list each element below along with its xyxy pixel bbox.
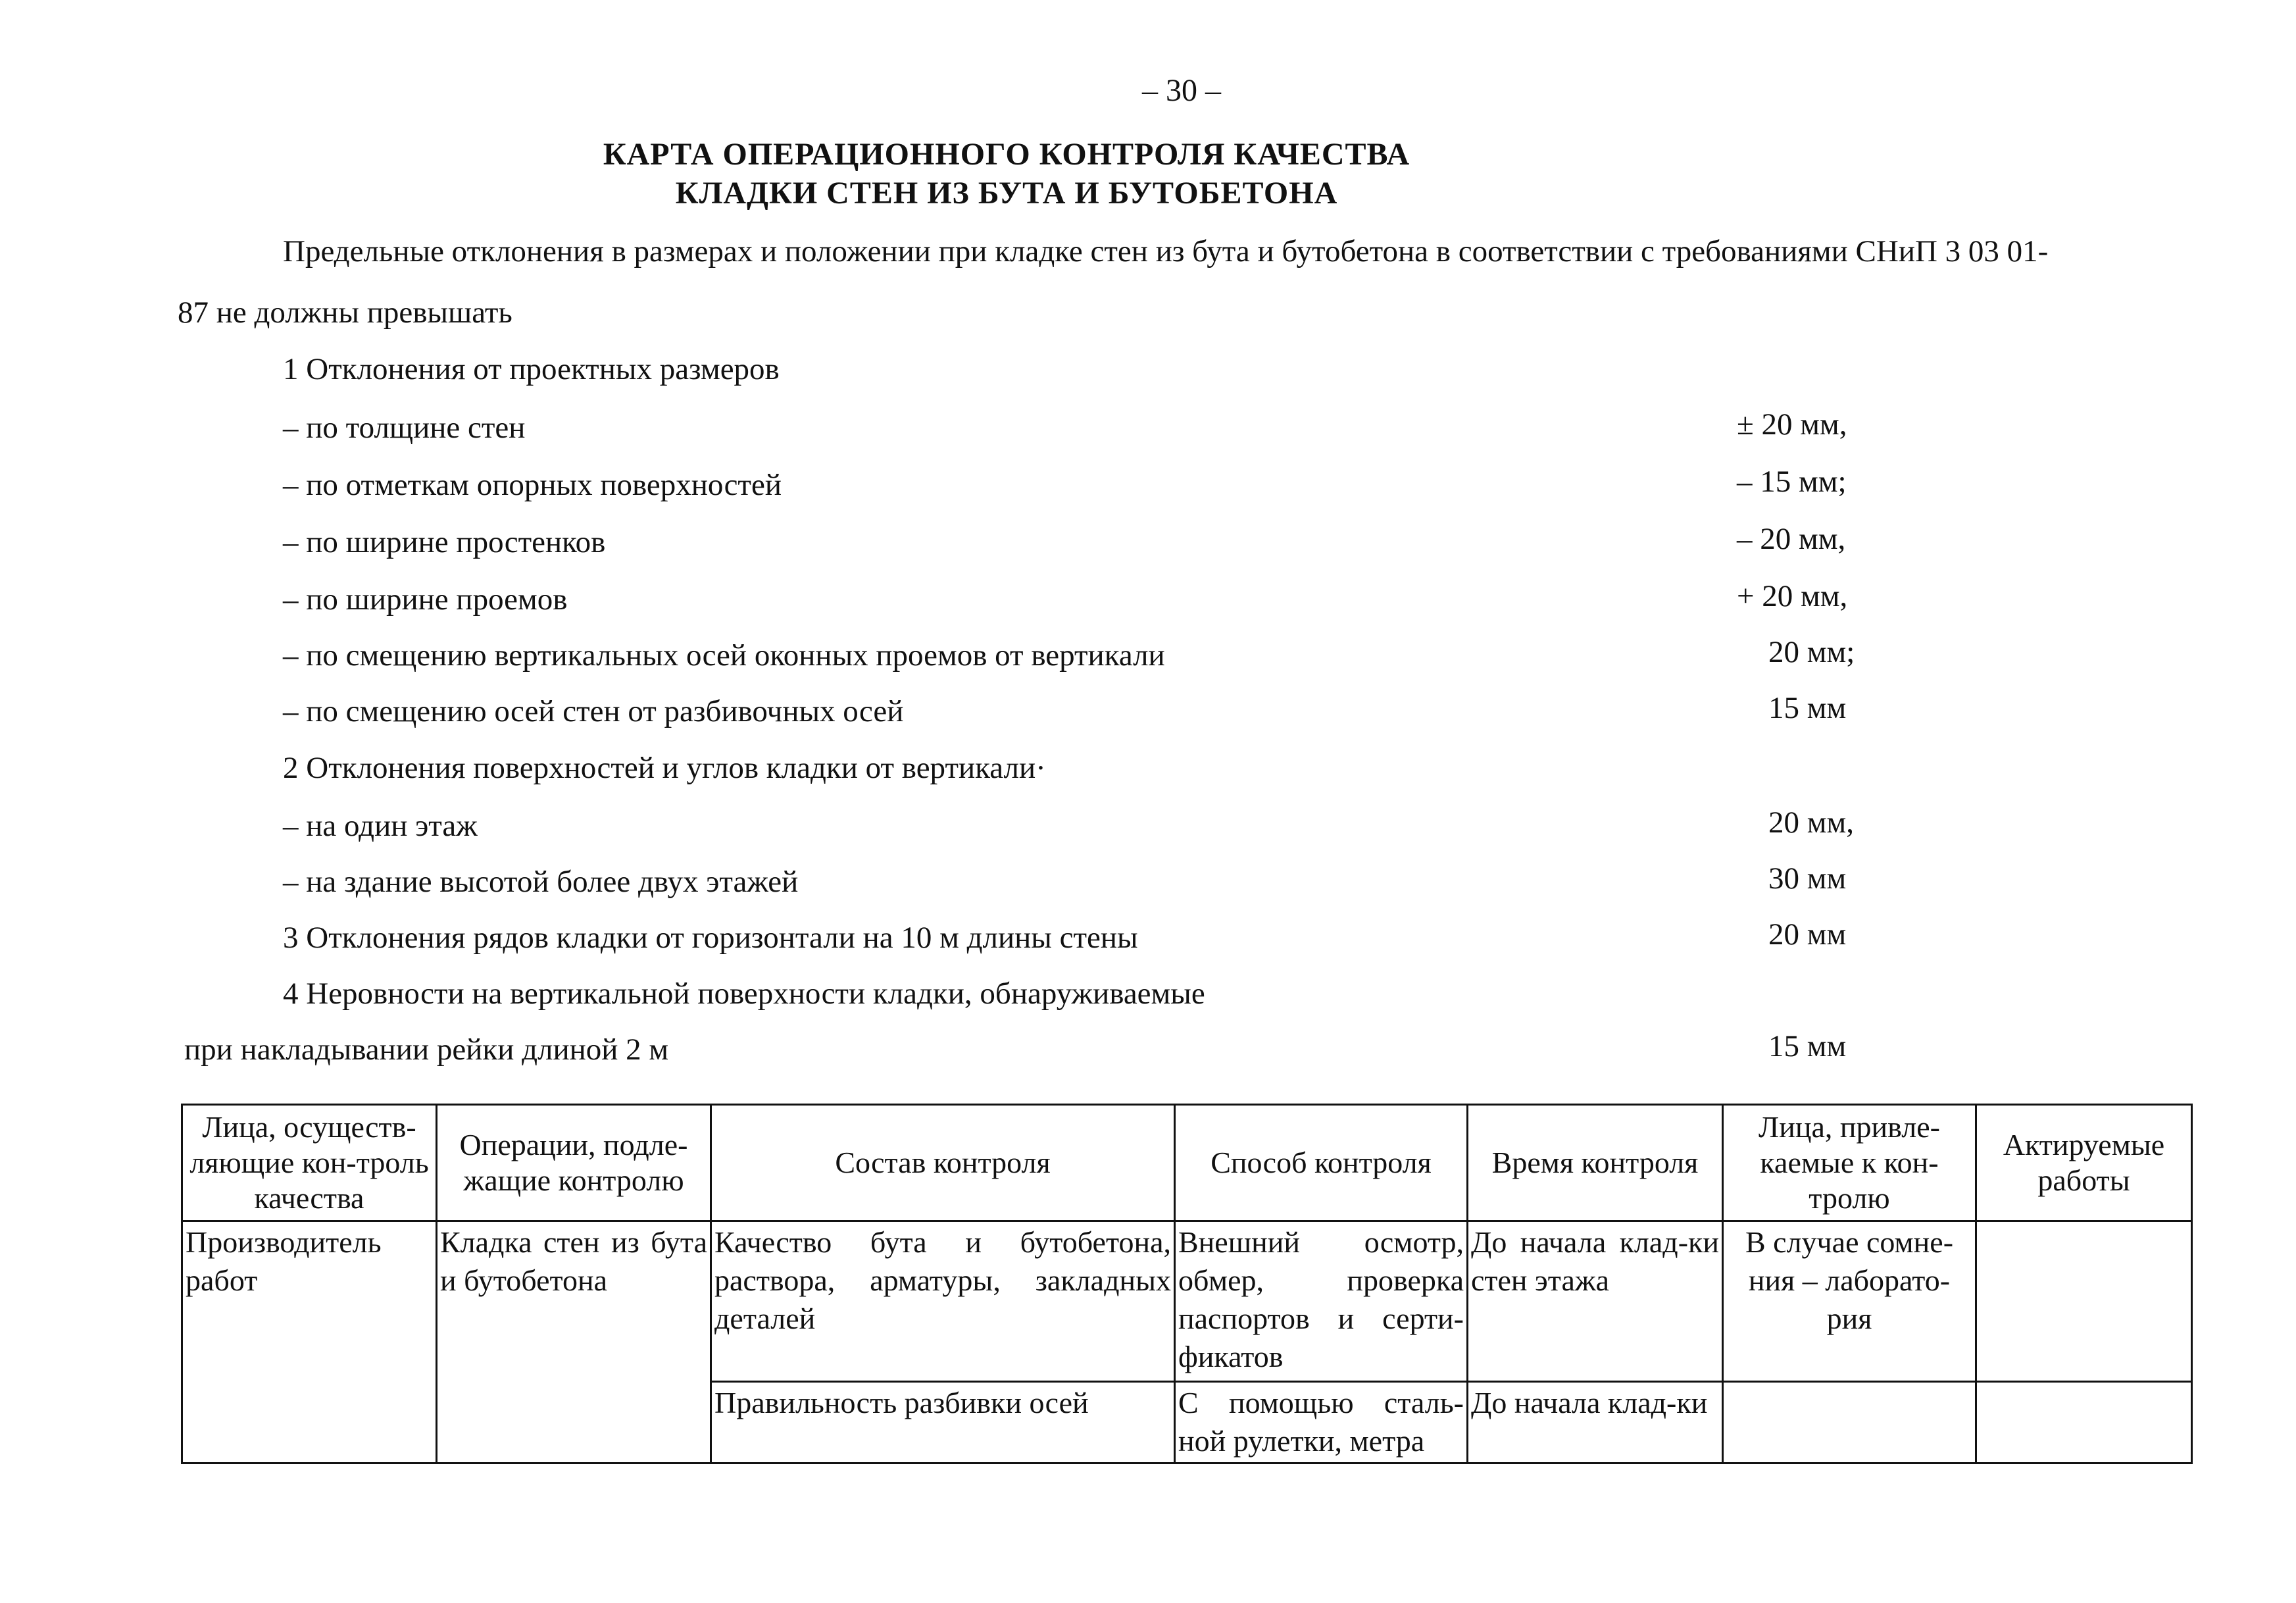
item-pier-width-value: – 20 мм,: [1737, 522, 1846, 556]
item-wall-axis-shift-label: – по смещению осей стен от разбивочных осей: [283, 694, 904, 728]
cell-time: До начала клад-ки: [1468, 1382, 1723, 1463]
cell-method: Внешний осмотр, обмер, проверка паспортов и серти-фикатов: [1175, 1221, 1468, 1382]
cell-acts: [1976, 1221, 2192, 1382]
item-pier-width-label: – по ширине простенков: [283, 525, 606, 559]
section-2-heading: 2 Отклонения поверхностей и углов кладки от вертикали·: [283, 751, 1046, 785]
intro-line-1: Предельные отклонения в размерах и положении при кладке стен из бута и бутобетона в соответствии с требованиями СНиП 3 03 01-: [283, 234, 2049, 268]
header-method: Способ контроля: [1175, 1105, 1468, 1221]
document-title-line-2: КЛАДКИ СТЕН ИЗ БУТА И БУТОБЕТОНА: [675, 176, 1338, 211]
header-time: Время контроля: [1468, 1105, 1723, 1221]
table-row: [182, 1221, 2192, 1382]
item-opening-width-value: + 20 мм,: [1737, 579, 1848, 613]
header-composition: Состав контроля: [711, 1105, 1175, 1221]
item-opening-width-label: – по ширине проемов: [283, 582, 568, 617]
table-header-row: [182, 1105, 2192, 1221]
cell-involved: В случае сомне-ния – лаборато-рия: [1723, 1221, 1976, 1382]
header-involved: Лица, привле-каемые к кон-тролю: [1723, 1105, 1976, 1221]
header-operations: Операции, подле-жащие контролю: [437, 1105, 711, 1221]
quality-control-table: [181, 1104, 2193, 1464]
item-building-value: 30 мм: [1768, 861, 1847, 896]
item-window-axis-shift-value: 20 мм;: [1768, 635, 1855, 669]
cell-time: До начала клад-ки стен этажа: [1468, 1221, 1723, 1382]
page-number: – 30 –: [1142, 73, 1221, 108]
cell-involved: [1723, 1382, 1976, 1463]
item-building-label: – на здание высотой более двух этажей: [283, 865, 799, 899]
section-3-heading: 3 Отклонения рядов кладки от горизонтали на 10 м длины стены: [283, 921, 1138, 955]
item-one-floor-label: – на один этаж: [283, 809, 478, 843]
cell-composition: Качество бута и бутобетона, раствора, арматуры, закладных деталей: [711, 1221, 1175, 1382]
item-wall-axis-shift-value: 15 мм: [1768, 691, 1847, 725]
section-1-heading: 1 Отклонения от проектных размеров: [283, 352, 780, 386]
item-support-marks-value: – 15 мм;: [1737, 465, 1847, 499]
header-controllers: Лица, осуществ-ляющие кон-троль качества: [182, 1105, 437, 1221]
cell-composition: Правильность разбивки осей: [711, 1382, 1175, 1463]
header-acts: Актируемые работы: [1976, 1105, 2192, 1221]
cell-person: Производитель работ: [182, 1221, 437, 1463]
intro-line-2: 87 не должны превышать: [178, 295, 512, 330]
section-4-value: 15 мм: [1768, 1029, 1847, 1063]
cell-operation: Кладка стен из бута и бутобетона: [437, 1221, 711, 1463]
item-support-marks-label: – по отметкам опорных поверхностей: [283, 468, 782, 502]
section-4-continuation: при накладывании рейки длиной 2 м: [184, 1032, 669, 1067]
item-wall-thickness-label: – по толщине стен: [283, 411, 526, 445]
item-window-axis-shift-label: – по смещению вертикальных осей оконных проемов от вертикали: [283, 638, 1165, 673]
item-wall-thickness-value: ± 20 мм,: [1737, 407, 1847, 442]
section-4-heading: 4 Неровности на вертикальной поверхности кладки, обнаруживаемые: [283, 977, 1205, 1011]
document-title-line-1: КАРТА ОПЕРАЦИОННОГО КОНТРОЛЯ КАЧЕСТВА: [603, 137, 1410, 172]
section-3-value: 20 мм: [1768, 917, 1847, 952]
cell-acts: [1976, 1382, 2192, 1463]
item-one-floor-value: 20 мм,: [1768, 805, 1854, 840]
cell-method: С помощью сталь-ной рулетки, метра: [1175, 1382, 1468, 1463]
